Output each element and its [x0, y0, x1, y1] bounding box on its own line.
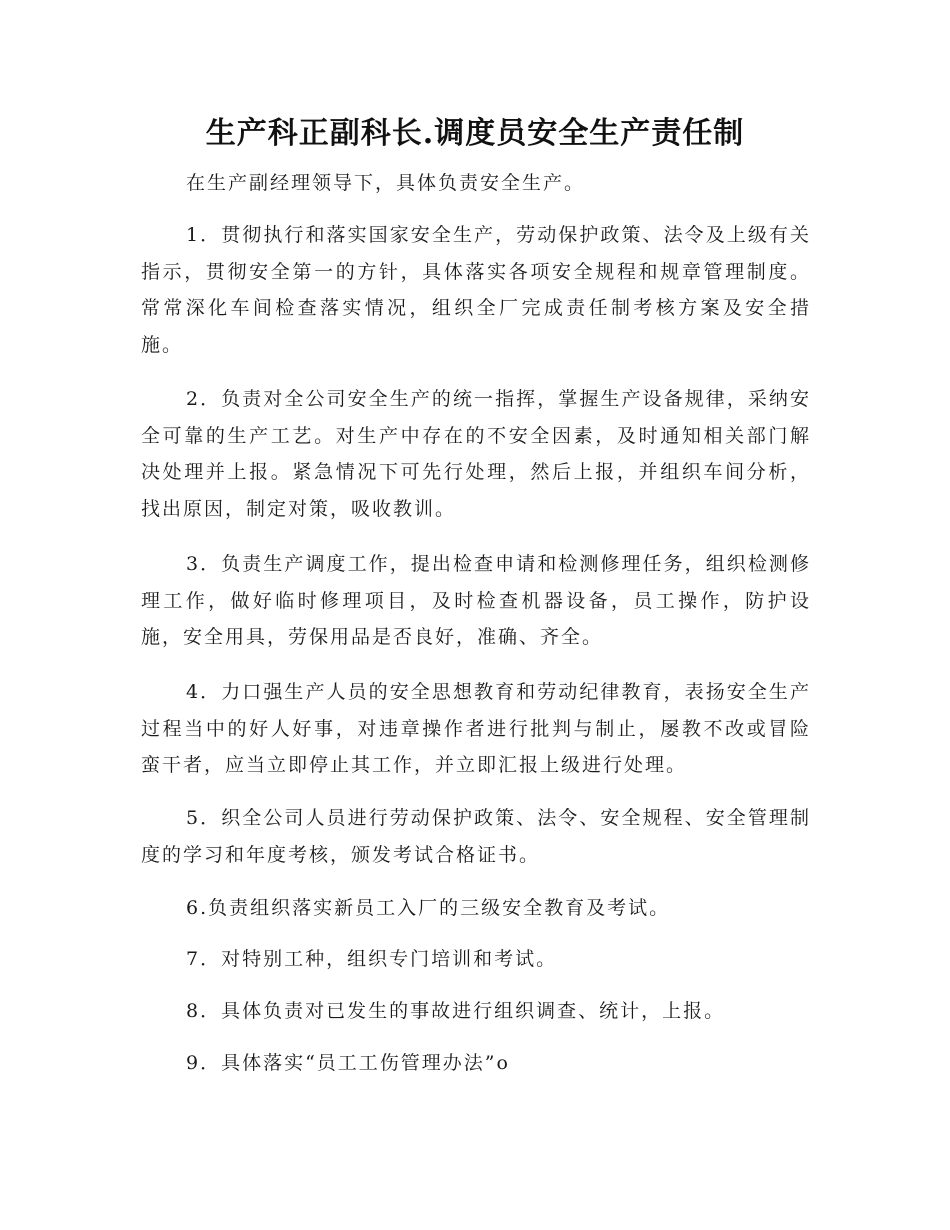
document-title: 生产科正副科长.调度员安全生产责任制: [205, 116, 745, 151]
duty-item-2: 2．负责对全公司安全生产的统一指挥，掌握生产设备规律，采纳安全可靠的生产工艺。对生产中存在的不安全因素，及时通知相关部门解决处理并上报。紧急情况下可先行处理，然后上报，并组织车间分析，找出原因，制定对策，吸收教训。: [141, 388, 811, 520]
duty-item-7: 7．对特别工种，组织专门培训和考试。: [186, 948, 558, 970]
duty-item-6: 6.负责组织落实新员工入厂的三级安全教育及考试。: [186, 897, 671, 919]
duty-item-9: 9．具体落实“员工工伤管理办法”o: [186, 1052, 510, 1074]
duty-item-5: 5．织全公司人员进行劳动保护政策、法令、安全规程、安全管理制度的学习和年度考核，颁发考试合格证书。: [141, 807, 811, 866]
duty-item-4: 4．力口强生产人员的安全思想教育和劳动纪律教育，表扬安全生产过程当中的好人好事，对违章操作者进行批判与制止，屡教不改或冒险蛮干者，应当立即停止其工作，并立即汇报上级进行处理。: [141, 681, 811, 776]
duty-item-3: 3．负责生产调度工作，提出检查申请和检测修理任务，组织检测修理工作，做好临时修理项目，及时检查机器设备，员工操作，防护设施，安全用具，劳保用品是否良好，准确、齐全。: [141, 553, 811, 648]
duty-item-1: 1．贯彻执行和落实国家安全生产，劳动保护政策、法令及上级有关指示，贯彻安全第一的方针，具体落实各项安全规程和规章管理制度。常常深化车间检查落实情况，组织全厂完成责任制考核方案及安全措施。: [141, 224, 811, 356]
duty-item-8: 8．具体负责对已发生的事故进行组织调查、统计，上报。: [186, 1000, 726, 1022]
intro-paragraph: 在生产副经理领导下，具体负责安全生产。: [186, 172, 586, 194]
